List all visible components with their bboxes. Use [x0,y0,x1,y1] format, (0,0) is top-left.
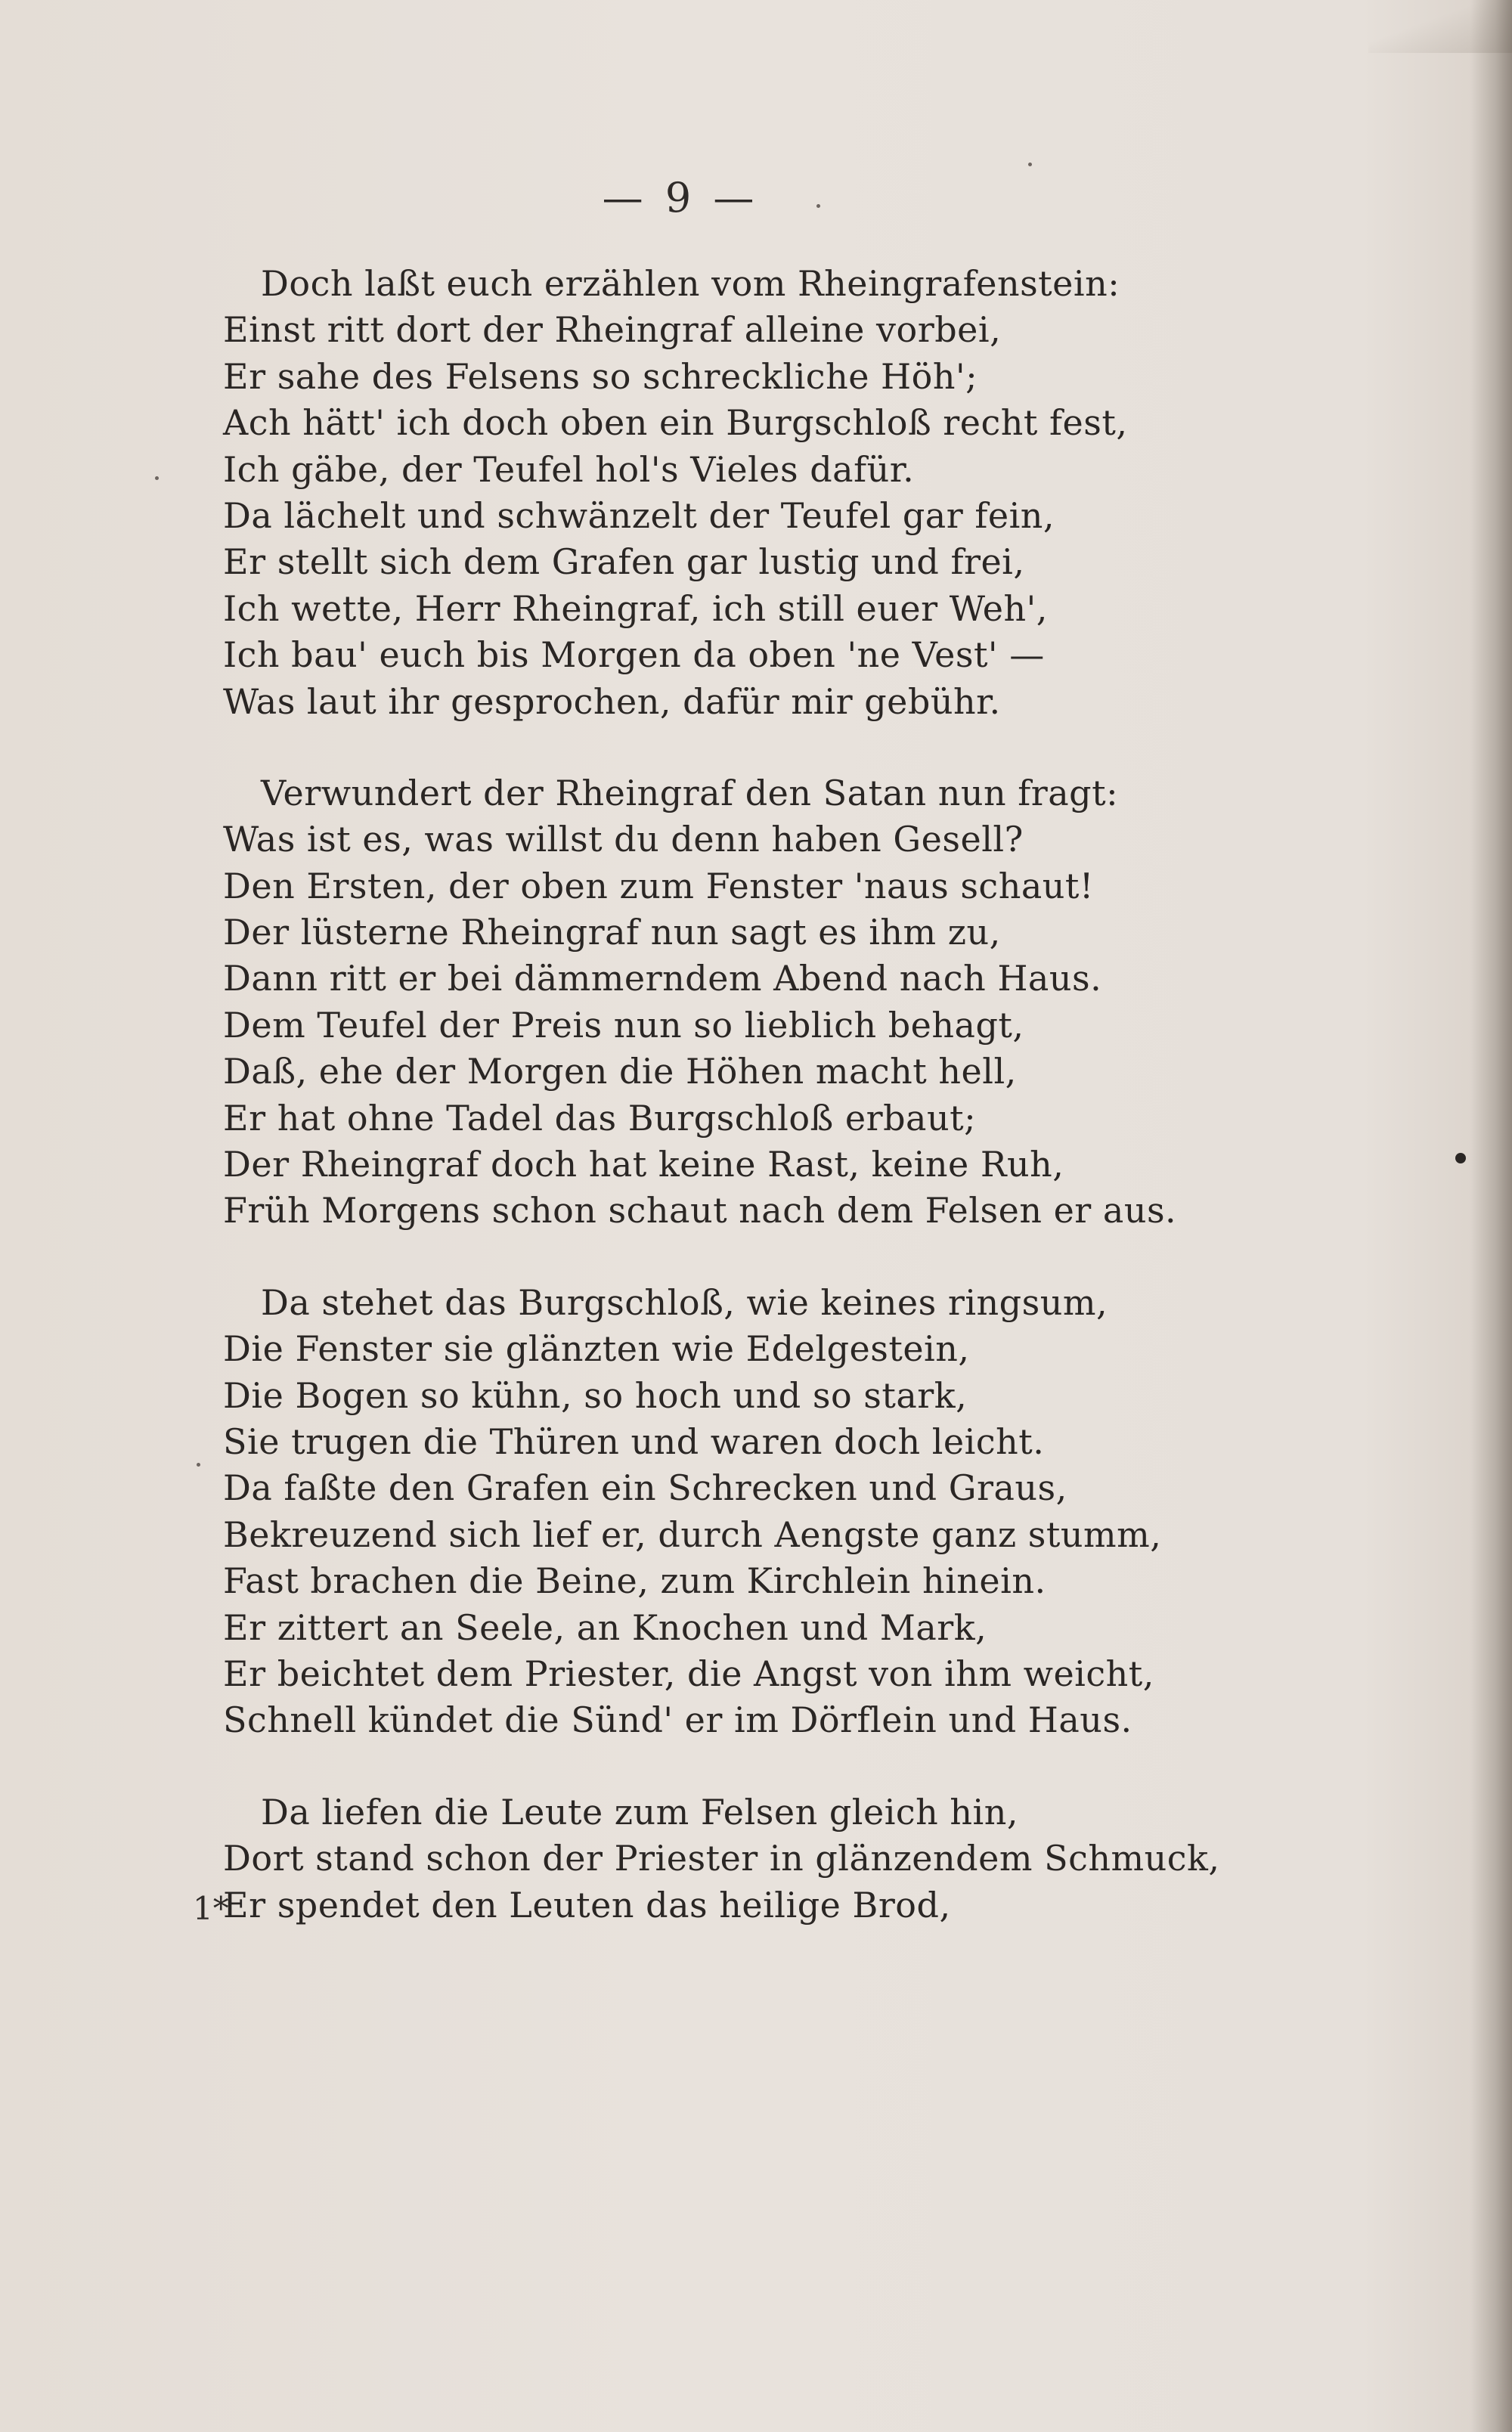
page-edge-shadow [1470,0,1512,2432]
verse-line: Dann ritt er bei dämmerndem Abend nach Haus. [223,958,1102,999]
verse-line: Ich bau' euch bis Morgen da oben 'ne Vest' — [223,634,1045,676]
verse-line: Da lächelt und schwänzelt der Teufel gar fein, [223,494,1055,536]
verse-line: Der lüsterne Rheingraf nun sagt es ihm zu, [223,912,1001,953]
verse-line: Er stellt sich dem Grafen gar lustig und frei, [223,541,1025,583]
verse-line: Fast brachen die Beine, zum Kirchlein hinein. [223,1560,1046,1602]
verse-line: Da stehet das Burgschloß, wie keines ringsum, [261,1281,1108,1323]
verse-line: Er sahe des Felsens so schreckliche Höh'; [223,355,978,397]
page-number: — 9 — [602,174,759,222]
verse-line: Die Fenster sie glänzten wie Edelgestein, [223,1328,970,1370]
stanza [223,1280,1433,1744]
paper-speck [197,1463,200,1467]
verse-line: Doch laßt euch erzählen vom Rheingrafenstein: [261,263,1120,304]
poem-text [223,261,1433,1974]
stanza [223,770,1433,1235]
verse-line: Dem Teufel der Preis nun so lieblich behagt, [223,1004,1024,1046]
verse-line: Er spendet den Leuten das heilige Brod, [223,1884,951,1925]
signature-mark: 1* [193,1890,229,1927]
verse-line: Daß, ehe der Morgen die Höhen macht hell, [223,1051,1017,1092]
verse-line: Früh Morgens schon schaut nach dem Felsen er aus. [223,1190,1177,1231]
verse-line: Einst ritt dort der Rheingraf alleine vorbei, [223,309,1002,351]
verse-line: Sie trugen die Thüren und waren doch leicht. [223,1420,1045,1462]
verse-line: Ach hätt' ich doch oben ein Burgschloß recht fest, [223,402,1128,444]
verse-line: Er beichtet dem Priester, die Angst von ihm weicht, [223,1653,1154,1694]
verse-line: Er zittert an Seele, an Knochen und Mark, [223,1606,987,1648]
verse-line: Schnell kündet die Sünd' er im Dörflein und Haus. [223,1699,1132,1741]
stanza [223,1789,1433,1929]
paper-speck [1028,163,1032,166]
verse-line: Was ist es, was willst du denn haben Gesell? [223,819,1024,860]
verse-line: Der Rheingraf doch hat keine Rast, keine Ruh, [223,1144,1064,1185]
paper-speck [155,476,159,480]
verse-line: Verwundert der Rheingraf den Satan nun fragt: [261,772,1119,813]
verse-line: Da faßte den Grafen ein Schrecken und Graus, [223,1467,1067,1509]
ink-spot [1455,1153,1466,1163]
verse-line: Was laut ihr gesprochen, dafür mir gebühr. [223,680,1001,722]
verse-line: Da liefen die Leute zum Felsen gleich hin, [261,1791,1019,1833]
verse-line: Bekreuzend sich lief er, durch Aengste ganz stumm, [223,1513,1162,1555]
verse-line: Den Ersten, der oben zum Fenster 'naus schaut! [223,865,1094,906]
stanza [223,261,1433,725]
verse-line: Ich gäbe, der Teufel hol's Vieles dafür. [223,448,915,490]
verse-line: Ich wette, Herr Rheingraf, ich still euer Weh', [223,587,1048,629]
paper-speck [816,204,820,208]
verse-line: Er hat ohne Tadel das Burgschloß erbaut; [223,1097,977,1139]
verse-line: Die Bogen so kühn, so hoch und so stark, [223,1374,968,1416]
verse-line: Dort stand schon der Priester in glänzendem Schmuck, [223,1838,1220,1879]
